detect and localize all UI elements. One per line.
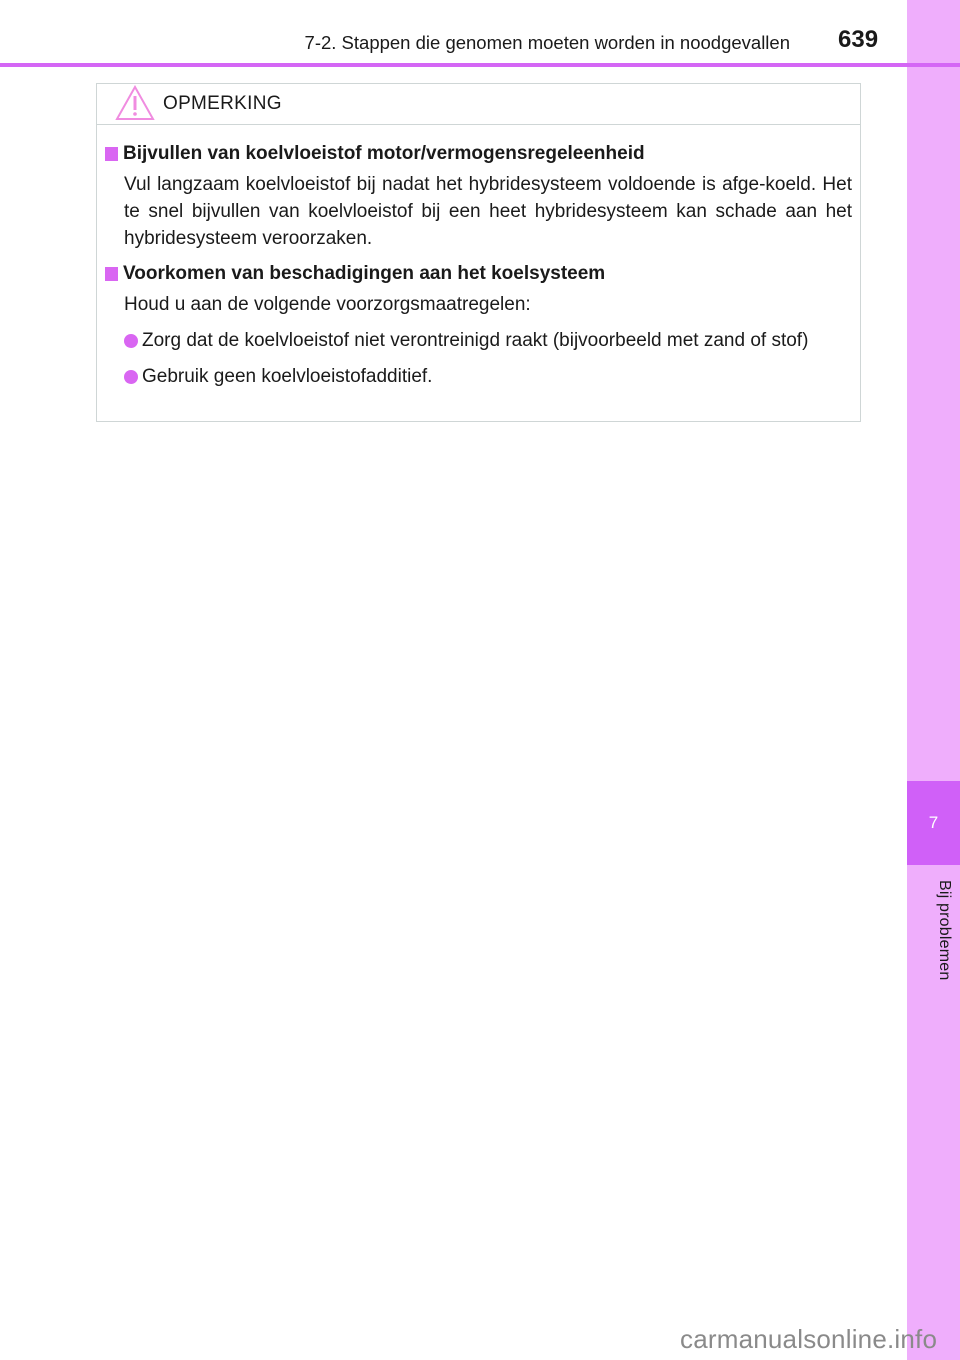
chapter-number: 7 (907, 781, 960, 865)
notice-header (97, 84, 860, 125)
section-heading (105, 141, 852, 167)
list-item-text: Zorg dat de koelvloeistof niet verontreinigd raakt (bijvoorbeeld met zand of stof) (142, 330, 809, 351)
page-number: 639 (838, 26, 879, 53)
header-divider (0, 63, 960, 67)
square-bullet-icon (105, 147, 118, 161)
square-bullet-icon (105, 267, 118, 281)
notice-title: OPMERKING (163, 93, 282, 114)
list-item-text: Gebruik geen koelvloeistofadditief. (142, 366, 433, 387)
section-heading (105, 261, 852, 287)
notice-box (96, 83, 861, 422)
notice-body (97, 125, 860, 390)
side-tab (907, 0, 960, 1360)
warning-triangle-icon (115, 85, 155, 121)
watermark: carmanualsonline.info (680, 1324, 938, 1354)
section-heading-text: Bijvullen van koelvloeistof motor/vermogensregeleenheid (123, 143, 645, 164)
section-heading-text: Voorkomen van beschadigingen aan het koelsysteem (123, 263, 606, 284)
circle-bullet-icon (124, 334, 138, 348)
chapter-label: Bij problemen (936, 880, 953, 981)
section-title: 7-2. Stappen die genomen moeten worden in noodgevallen (304, 32, 790, 53)
circle-bullet-icon (124, 370, 138, 384)
paragraph: Houd u aan de volgende voorzorgsmaatregelen: (124, 294, 531, 315)
list-item (124, 363, 852, 390)
list-item (124, 327, 852, 354)
paragraph: Vul langzaam koelvloeistof bij nadat het hybridesysteem voldoende is afge-koeld. Het te snel bijvullen van koelvloeistof bij een heet hybridesysteem kan schade aan het hybridesysteem veroorzaken. (124, 174, 852, 249)
